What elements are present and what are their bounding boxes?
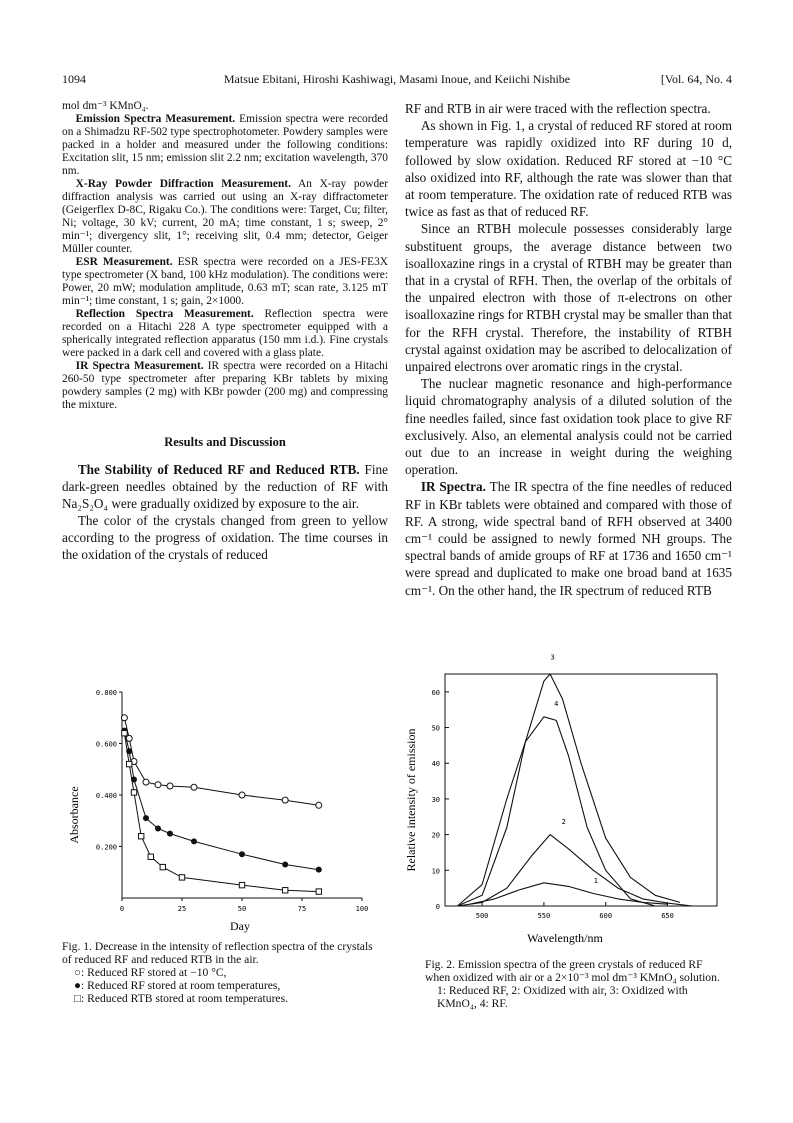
paragraph: RF and RTB in air were traced with the reflection spectra. <box>405 101 711 116</box>
paragraph-heading: ESR Measurement. <box>75 256 173 268</box>
x-tick-label: 25 <box>177 905 187 913</box>
paragraph-heading: The Stability of Reduced RF and Reduced RTB. <box>77 462 360 477</box>
figure-2-caption <box>425 958 725 1010</box>
x-axis-label: Day <box>230 919 250 933</box>
emission-curve <box>457 674 680 906</box>
paragraph: The color of the crystals changed from green to yellow according to the progress of oxidation. The time courses in the oxidation of the crystals of reduced <box>62 513 388 562</box>
figure-1-chart <box>60 680 390 940</box>
y-tick-label: 0.200 <box>95 843 117 852</box>
paragraph: Emission Spectra Measurement. Emission spectra were recorded on a Shimadzu RF-502 type spectrophotometer. Powdery samples were packed in a holder and measured under the following conditions: Excitation slit, 15 nm; emission slit 2.2 nm; excitation wavelength, 370 nm. <box>62 113 388 177</box>
paragraph: IR Spectra Measurement. IR spectra were recorded on a Hitachi 260-50 type spectrometer after preparing KBr tablets by mixing powdery samples (2 mg) with KBr powder (200 mg) and compressing the mixture. <box>62 360 388 411</box>
data-point-square <box>131 790 136 795</box>
x-tick-label: 650 <box>661 912 674 920</box>
running-header <box>62 72 732 90</box>
y-tick-label: 40 <box>431 760 440 769</box>
series-line <box>124 718 318 806</box>
x-axis-label: Wavelength/nm <box>527 931 603 945</box>
x-tick-label: 550 <box>537 912 551 920</box>
data-point-square <box>139 834 144 839</box>
y-tick-label: 60 <box>431 688 440 697</box>
data-point-filled-circle <box>191 838 197 844</box>
x-tick-label: 500 <box>475 912 489 920</box>
y-tick-label: 20 <box>431 831 440 840</box>
curve-label: 1 <box>593 876 598 885</box>
x-tick-label: 600 <box>599 912 613 920</box>
data-point-square <box>316 889 321 894</box>
data-point-square <box>239 882 244 887</box>
caption-legend: 1: Reduced RF, 2: Oxidized with air, 3: Oxidized with KMnO₄, 4: RF. <box>437 984 688 1010</box>
data-point-open-circle <box>143 779 149 785</box>
paragraph-heading: Emission Spectra Measurement. <box>75 113 236 125</box>
paragraph: Since an RTBH molecule possesses considerably large substituent groups, the average distance between two isoalloxazine rings in a crystal of RTBH may be greater than that in a crystal of RFH. Then, the overlap of the orbitals of the unpaired electron with those of π-electrons on other isoalloxazine rings for RTBH crystal may be smaller than that for the RFH crystal. Therefore, the instability of RTBH crystal against oxidation may be ascribed to delocalization of unpaired electrons over aromatic rings in the crystal. <box>405 221 732 375</box>
series-line <box>124 731 318 870</box>
caption-title: Fig. 1. Decrease in the intensity of reflection spectra of the crystals of reduced RF and reduced RTB in the air. <box>62 940 373 966</box>
page-number: 1094 <box>62 72 86 86</box>
paragraph: IR Spectra. The IR spectra of the fine needles of reduced RF in KBr tablets were obtained and compared with those of RF. A strong, wide spectral band of RFH observed at 3400 cm⁻¹ could be assigned to newly formed NH groups. The spectral bands of amide groups of RF at 1736 and 1650 cm⁻¹ were spread and duplicated to make one broad band at 1635 cm⁻¹. On the other hand, the IR spectrum of reduced RTB <box>405 479 732 598</box>
paragraph-heading: IR Spectra Measurement. <box>75 360 204 372</box>
paragraph: mol dm⁻³ KMnO₄. <box>62 100 149 112</box>
figure-2-chart <box>395 653 735 950</box>
data-point-open-circle <box>191 784 197 790</box>
y-tick-label: 0.400 <box>95 792 117 800</box>
right-column <box>405 100 732 599</box>
y-tick-label: 50 <box>431 724 440 733</box>
data-point-open-circle <box>316 802 322 808</box>
paragraph: ESR Measurement. ESR spectra were recorded on a JES-FE3X type spectrometer (X band, 100 kHz modulation). The conditions were: Power, 20 mW; modulation amplitude, 0.63 mT; scan rate, 3.125 mT min⁻¹; time constant, 1 s; gain, 2×1000. <box>62 256 388 307</box>
paragraph: The nuclear magnetic resonance and high-performance liquid chromatography analysis of a diluted solution of the fine needles failed, since fast oxidation took place to give RF exclusively. Also, an elemental analysis could not be carried out due to an increase in weight during the weighing operation. <box>405 376 732 478</box>
paragraph: X-Ray Powder Diffraction Measurement. An X-ray powder diffraction analysis was carried out using an X-ray diffractometer (Geigerflex D-8C, Rigaku Co.). The conditions were: Target, Cu; filter, Ni; voltage, 30 kV; current, 20 mA; time constant, 1 s; sweep, 2° min⁻¹; divergency slit, 1°; receiving slit, 0.4 mm; detector, Geiger Müller counter. <box>62 178 388 255</box>
caption-title: Fig. 2. Emission spectra of the green crystals of reduced RF when oxidized with air or a 2×10⁻³ mol dm⁻³ KMnO₄ solution. <box>425 958 720 984</box>
data-point-open-circle <box>121 715 127 721</box>
data-point-filled-circle <box>316 867 322 873</box>
data-point-open-circle <box>282 797 288 803</box>
data-point-open-circle <box>155 782 161 788</box>
caption-legend-item: □: Reduced RTB stored at room temperatures. <box>74 992 288 1005</box>
caption-legend-item: ●: Reduced RF stored at room temperatures, <box>74 979 281 992</box>
data-point-square <box>122 731 127 736</box>
data-point-filled-circle <box>143 815 149 821</box>
figure-1-caption <box>62 940 382 1005</box>
y-tick-label: 0 <box>435 903 440 911</box>
author-line: Matsue Ebitani, Hiroshi Kashiwagi, Masami Inoue, and Keiichi Nishibe <box>223 72 571 86</box>
data-point-square <box>160 864 165 869</box>
y-tick-label: 0.800 <box>95 689 117 697</box>
x-tick-label: 75 <box>297 905 307 913</box>
paragraph-heading: X-Ray Powder Diffraction Measurement. <box>75 178 291 190</box>
paragraph: As shown in Fig. 1, a crystal of reduced RF stored at room temperature was rapidly oxidized into RF during 10 d, followed by slow oxidation. Reduced RF stored at −10 °C also oxidized into RF, although the rate was slower than that at room temperature. The oxidation rate of reduced RTB was twice as fast as that of reduced RF. <box>405 118 732 220</box>
data-point-square <box>148 854 153 859</box>
data-point-filled-circle <box>167 831 173 837</box>
x-tick-label: 50 <box>237 905 247 913</box>
data-point-open-circle <box>239 792 245 798</box>
curve-label: 2 <box>561 817 566 826</box>
data-point-filled-circle <box>239 851 245 857</box>
section-heading: Results and Discussion <box>164 435 286 449</box>
curve-label: 3 <box>550 653 555 662</box>
series-line <box>124 733 318 891</box>
x-tick-label: 0 <box>119 905 125 913</box>
y-tick-label: 30 <box>431 795 440 804</box>
y-tick-label: 10 <box>431 867 440 876</box>
data-point-open-circle <box>167 783 173 789</box>
volume-info: [Vol. 64, No. 4 <box>660 72 732 86</box>
y-axis-label: Relative intensity of emission <box>404 728 418 872</box>
paragraph-heading: Reflection Spectra Measurement. <box>75 308 254 320</box>
data-point-square <box>179 875 184 880</box>
caption-legend-item: ○: Reduced RF stored at −10 °C, <box>74 966 227 979</box>
emission-curve <box>457 717 655 906</box>
paragraph: The Stability of Reduced RF and Reduced RTB. Fine dark-green needles obtained by the reduction of RF with Na₂S₂O₄ were gradually oxidized by exposure to the air. <box>62 462 388 511</box>
data-point-square <box>283 888 288 893</box>
data-point-filled-circle <box>282 862 288 868</box>
curve-label: 4 <box>554 700 559 709</box>
left-column <box>62 100 388 563</box>
data-point-square <box>127 761 132 766</box>
y-tick-label: 0.600 <box>95 740 117 749</box>
x-tick-label: 100 <box>355 905 369 913</box>
paragraph: Reflection Spectra Measurement. Reflection spectra were recorded on a Hitachi 228 A type spectrometer equipped with a spherically integrated reflection apparatus (150 mm i.d.). Fine crystals were packed in a dark cell and covered with a glass plate. <box>62 308 388 359</box>
y-axis-label: Absorbance <box>67 786 81 844</box>
paragraph-heading: IR Spectra. <box>420 479 486 495</box>
data-point-filled-circle <box>155 825 161 831</box>
